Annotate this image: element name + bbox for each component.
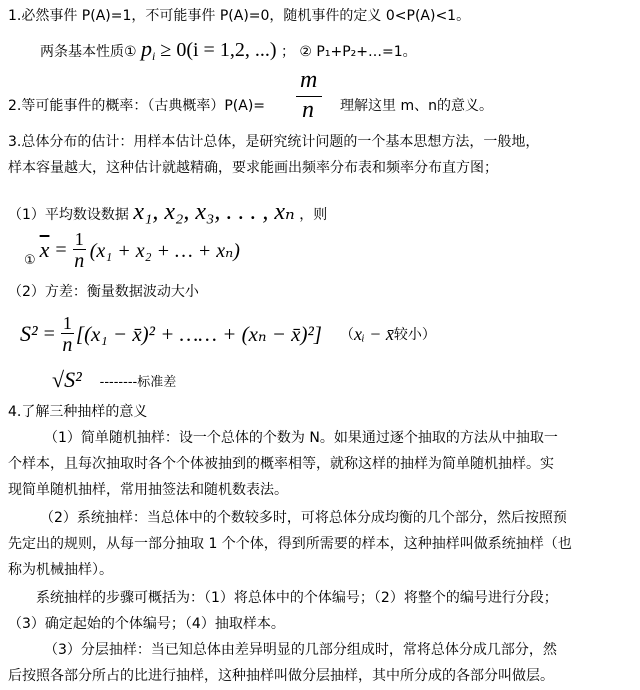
section2-prefix: 2.等可能事件的概率：（古典概率）P(A)= bbox=[8, 98, 266, 114]
mean-data-values: x₁, x₂, x₃, . . . , xₙ bbox=[133, 199, 295, 225]
variance-fraction-numerator: 1 bbox=[62, 312, 72, 333]
p2-line2: 先定出的规则，从每一部分抽取 1 个个体，得到所需要的样本，这种抽样叫做系统抽样（也 bbox=[8, 536, 572, 552]
mean-data-line bbox=[8, 198, 327, 229]
mean-lhs: $\overline{x}$ bbox=[39, 237, 50, 262]
section3-line1: 3.总体分布的估计：用样本估计总体，是研究统计问题的一个基本思想方法，一般地， bbox=[8, 134, 540, 150]
stddev-line bbox=[52, 364, 176, 396]
section3-line2: 样本容量越大，这种估计就越精确，要求能画出频率分布表和频率分布直方图； bbox=[8, 160, 498, 176]
p1-line1: （1）简单随机抽样：设一个总体的个数为 N。如果通过逐个抽取的方法从中抽取一 bbox=[44, 430, 558, 446]
p4-line1: （3）分层抽样：当已知总体由差异明显的几部分组成时，常将总体分成几部分，然 bbox=[44, 642, 557, 658]
circle-one: ① bbox=[24, 253, 36, 268]
mean-equals: = bbox=[55, 238, 67, 261]
stddev-text: --------标准差 bbox=[99, 374, 177, 390]
prop1-sub: i bbox=[152, 48, 156, 63]
p2-line1: （2）系统抽样：当总体中的个数较多时，可将总体分成均衡的几个部分，然后按照预 bbox=[40, 510, 567, 526]
properties-prefix: 两条基本性质① bbox=[40, 44, 137, 60]
mean-label: （1）平均数设数据 bbox=[8, 207, 129, 223]
stddev-formula: √S² bbox=[52, 367, 82, 392]
p1-line3: 现简单随机抽样，常用抽签法和随机数表法。 bbox=[8, 482, 288, 498]
mean-fraction bbox=[73, 229, 86, 272]
variance-rhs: [(x₁ − x̄)² + …… + (xₙ − x̄)²] bbox=[75, 321, 322, 346]
variance-equals: = bbox=[43, 322, 55, 345]
section1-line1: 1.必然事件 P(A)=1，不可能事件 P(A)=0，随机事件的定义 0<P(A)<1。 bbox=[8, 8, 471, 24]
mean-formula bbox=[24, 226, 240, 274]
mean-rhs: (x₁ + x₂ + … + xₙ) bbox=[89, 239, 240, 262]
variance-fraction bbox=[61, 313, 74, 356]
variance-note-math: xᵢ − x̄ bbox=[353, 323, 394, 344]
variance-label: （2）方差：衡量数据波动大小 bbox=[8, 284, 199, 300]
prob-denominator: n bbox=[302, 97, 314, 123]
p3-line1: 系统抽样的步骤可概括为：（1）将总体中的个体编号；（2）将整个的编号进行分段； bbox=[36, 590, 558, 606]
p4-line2: 后按照各部分所占的比进行抽样，这种抽样叫做分层抽样，其中所分成的各部分叫做层。 bbox=[8, 668, 554, 684]
section4-title: 4.了解三种抽样的意义 bbox=[8, 404, 148, 420]
p3-line2: （3）确定起始的个体编号；（4）抽取样本。 bbox=[8, 616, 285, 632]
variance-note-close: 较小） bbox=[393, 327, 436, 343]
prob-numerator: m bbox=[300, 67, 318, 93]
prop1-p: p bbox=[141, 36, 153, 61]
prop1-formula: ≥ 0(i = 1,2, ...) bbox=[155, 39, 277, 61]
prop2-formula: P₁+P₂+…=1。 bbox=[316, 44, 417, 60]
variance-formula bbox=[20, 306, 436, 362]
mean-fraction-denominator: n bbox=[74, 249, 85, 272]
mean-fraction-numerator: 1 bbox=[74, 228, 84, 249]
section1-properties bbox=[40, 36, 417, 69]
variance-note-open: （ bbox=[339, 327, 354, 343]
p2-line3: 称为机械抽样）。 bbox=[8, 562, 113, 578]
section2-suffix: 理解这里 m、n的意义。 bbox=[340, 98, 493, 114]
properties-separator: ； ② bbox=[280, 44, 312, 60]
variance-lhs: S² bbox=[20, 321, 38, 346]
p1-line2: 个样本，且每次抽取时各个个体被抽到的概率相等，就称这样的抽样为简单随机抽样。实 bbox=[8, 456, 554, 472]
variance-fraction-denominator: n bbox=[62, 333, 73, 356]
mean-then: ，则 bbox=[299, 207, 328, 223]
